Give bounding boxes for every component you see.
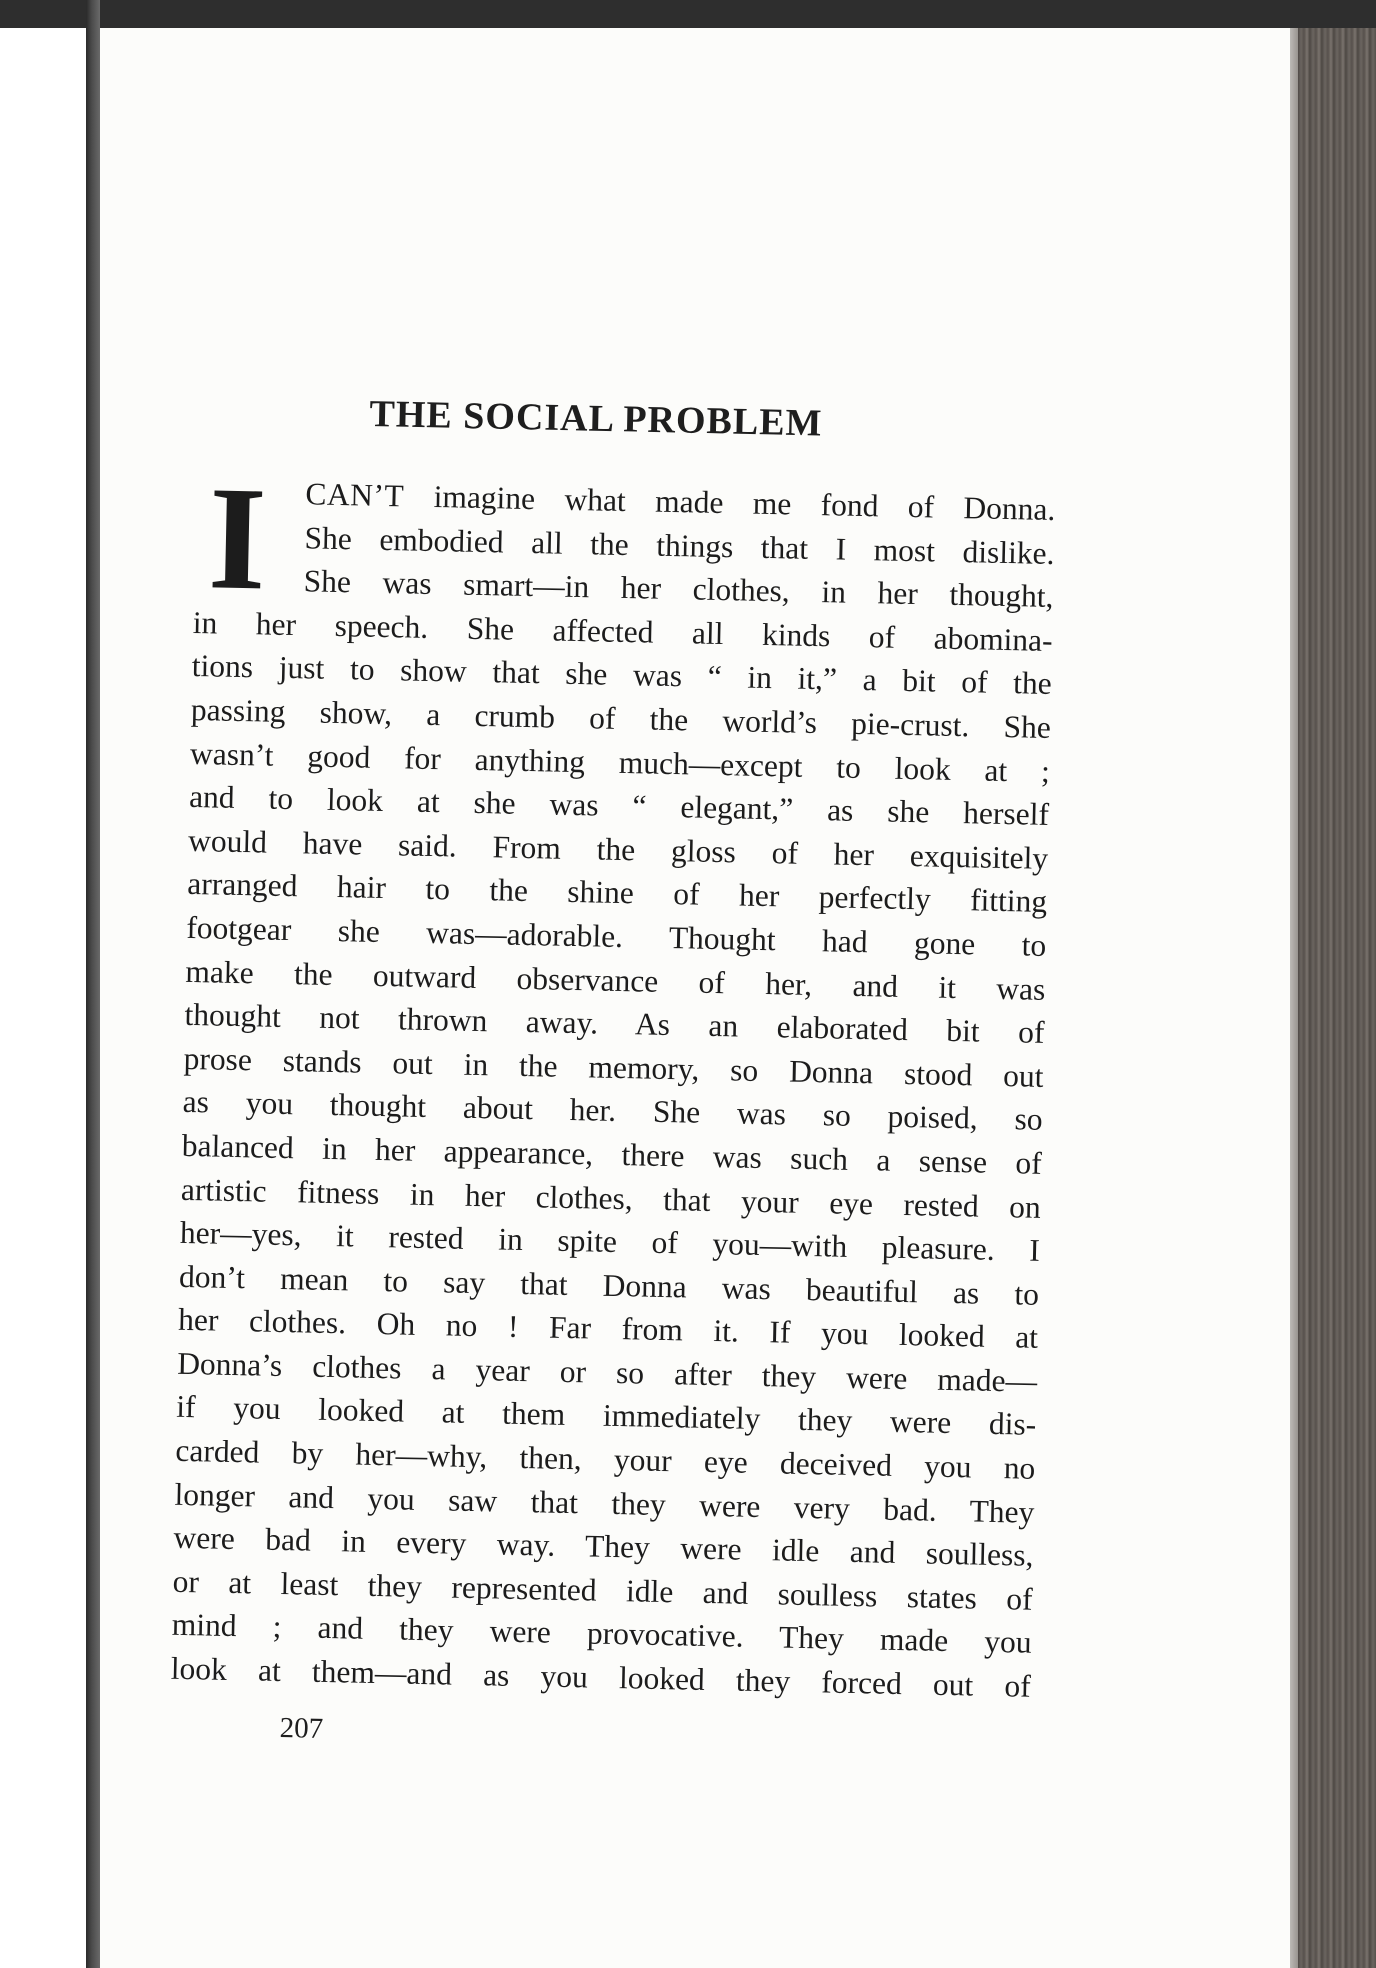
text-line-17: artistic fitness in her clothes, that your eye rested on [180,1171,1042,1225]
text-line-7: wasn’t good for anything much—except to look at ; [189,735,1051,789]
text-line-6: passing show, a crumb of the world’s pie-crust. She [190,691,1052,745]
text-line-25: were bad in every way. They were idle and soulless, [173,1520,1034,1574]
text-line-11: footgear she was—adorable. Thought had gone to [186,909,1047,963]
chapter-title: THE SOCIAL PROBLEM [369,392,823,445]
text-line-13: thought not thrown away. As an elaborated bit of [184,997,1045,1051]
text-line-9: would have said. From the gloss of her exquisitely [187,822,1049,876]
text-line-27: mind ; and they were provocative. They made you [171,1607,1032,1661]
text-line-18: her—yes, it rested in spite of you—with pleasure. I [179,1214,1041,1268]
text-line-26: or at least they represented idle and soulless states of [172,1563,1033,1617]
body-text [170,456,1056,1708]
text-line-1-rest: imagine what made me fond of Donna. [403,478,1056,528]
book-gutter [86,0,100,1968]
text-line-24: longer and you saw that they were very bad. They [174,1476,1035,1530]
text-line-12: make the outward observance of her, and it was [185,953,1046,1007]
text-line-5: tions just to show that she was “ in it,” a bit of the [191,648,1053,702]
text-line-21: Donna’s clothes a year or so after they were made— [176,1345,1038,1399]
text-line-14: prose stands out in the memory, so Donna stood out [183,1040,1044,1094]
text-line-3: She was smart—in her clothes, in her thought, [303,563,1054,615]
page-number: 207 [279,1712,324,1745]
text-line-2: She embodied all the things that I most dislike. [304,519,1055,571]
text-line-15: as you thought about her. She was so poised, so [182,1084,1043,1138]
first-line-lead: CAN’T [305,476,405,514]
text-line-28: look at them—and as you looked they forced out of [170,1650,1032,1704]
top-shadow-band [0,0,1376,28]
text-line-22: if you looked at them immediately they were dis- [176,1389,1037,1443]
text-line-20: her clothes. Oh no ! Far from it. If you looked at [177,1302,1039,1356]
page-fore-edge [1298,28,1376,1968]
text-line-10: arranged hair to the shine of her perfectly fitting [186,866,1048,920]
text-line-23: carded by her—why, then, your eye deceived you no [175,1432,1036,1486]
text-line-8: and to look at she was “ elegant,” as she herself [188,779,1050,833]
drop-cap: I [206,456,268,622]
text-line-16: balanced in her appearance, there was such a sense of [181,1127,1043,1181]
text-line-19: don’t mean to say that Donna was beautiful as to [178,1258,1040,1312]
text-line-4: in her speech. She affected all kinds of abomina- [192,604,1053,658]
